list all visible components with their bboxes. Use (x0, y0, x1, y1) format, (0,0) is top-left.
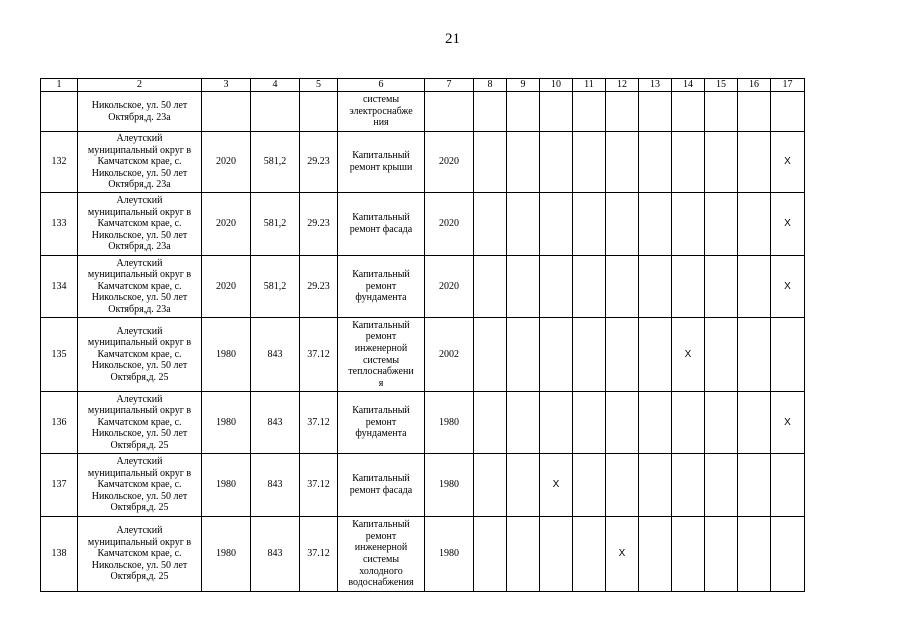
cell-area (251, 92, 300, 132)
page-number: 21 (445, 31, 460, 47)
cell-work: Капитальный ремонт крыши (338, 132, 425, 193)
cell-num: 134 (41, 256, 78, 318)
cell-work: Капитальный ремонт инженерной системы теплоснабжени я (338, 318, 425, 392)
cell-mark (474, 256, 507, 318)
cell-mark (771, 454, 805, 517)
cell-mark (639, 132, 672, 193)
column-header: 2 (78, 79, 202, 92)
cell-area: 843 (251, 517, 300, 592)
cell-mark (738, 454, 771, 517)
cell-work: Капитальный ремонт фасада (338, 454, 425, 517)
continuation-row (41, 92, 805, 132)
cell-mark (705, 132, 738, 193)
cell-mark-x: X (771, 132, 805, 193)
cell-mark (738, 132, 771, 193)
cell-mark (738, 193, 771, 256)
cell-area: 843 (251, 392, 300, 454)
cell-code: 37.12 (300, 454, 338, 517)
cell-mark (639, 517, 672, 592)
cell-mark (474, 193, 507, 256)
cell-mark (573, 92, 606, 132)
cell-code (300, 92, 338, 132)
cell-mark (573, 256, 606, 318)
column-header: 10 (540, 79, 573, 92)
column-header: 13 (639, 79, 672, 92)
column-header: 4 (251, 79, 300, 92)
column-header: 17 (771, 79, 805, 92)
cell-mark (507, 517, 540, 592)
cell-year: 2020 (202, 256, 251, 318)
cell-mark (474, 318, 507, 392)
cell-area: 843 (251, 318, 300, 392)
cell-num: 136 (41, 392, 78, 454)
cell-mark (705, 454, 738, 517)
column-header: 5 (300, 79, 338, 92)
cell-mark (573, 132, 606, 193)
column-header: 7 (425, 79, 474, 92)
cell-mark (474, 132, 507, 193)
cell-mark (540, 256, 573, 318)
cell-mark (507, 92, 540, 132)
cell-mark (705, 92, 738, 132)
cell-planned (425, 92, 474, 132)
cell-mark (507, 454, 540, 517)
cell-address: Алеутский муниципальный округ в Камчатском крае, с. Никольское, ул. 50 лет Октября,д. 25 (78, 517, 202, 592)
cell-num: 135 (41, 318, 78, 392)
cell-mark (672, 92, 705, 132)
cell-mark (738, 517, 771, 592)
cell-mark (705, 392, 738, 454)
cell-area: 581,2 (251, 193, 300, 256)
table-row (41, 132, 805, 193)
cell-code: 29.23 (300, 256, 338, 318)
column-header: 3 (202, 79, 251, 92)
column-header: 6 (338, 79, 425, 92)
cell-mark (606, 256, 639, 318)
cell-mark (507, 256, 540, 318)
cell-work: Капитальный ремонт фундамента (338, 256, 425, 318)
cell-year: 1980 (202, 392, 251, 454)
cell-work: Капитальный ремонт фасада (338, 193, 425, 256)
cell-num: 132 (41, 132, 78, 193)
cell-mark (672, 132, 705, 193)
cell-mark (672, 193, 705, 256)
table-row (41, 517, 805, 592)
cell-mark (507, 318, 540, 392)
cell-mark-x: X (771, 193, 805, 256)
table-row (41, 318, 805, 392)
cell-mark (540, 92, 573, 132)
cell-mark (507, 392, 540, 454)
cell-mark (540, 318, 573, 392)
cell-mark (474, 92, 507, 132)
column-number-row (41, 79, 805, 92)
cell-mark (672, 454, 705, 517)
cell-num: 138 (41, 517, 78, 592)
cell-mark (474, 454, 507, 517)
cell-address: Алеутский муниципальный округ в Камчатском крае, с. Никольское, ул. 50 лет Октября,д. 23а (78, 256, 202, 318)
column-header: 16 (738, 79, 771, 92)
cell-mark (540, 193, 573, 256)
column-header: 1 (41, 79, 78, 92)
cell-mark (606, 132, 639, 193)
cell-code: 29.23 (300, 132, 338, 193)
cell-mark (606, 392, 639, 454)
cell-mark (738, 318, 771, 392)
column-header: 8 (474, 79, 507, 92)
cell-code: 29.23 (300, 193, 338, 256)
cell-mark (705, 256, 738, 318)
cell-area: 581,2 (251, 132, 300, 193)
cell-mark-x: X (771, 392, 805, 454)
cell-address: Никольское, ул. 50 лет Октября,д. 23а (78, 92, 202, 132)
cell-code: 37.12 (300, 392, 338, 454)
cell-mark (507, 132, 540, 193)
cell-work: Капитальный ремонт фундамента (338, 392, 425, 454)
table-row (41, 256, 805, 318)
column-header: 9 (507, 79, 540, 92)
cell-mark (606, 92, 639, 132)
cell-mark (540, 517, 573, 592)
cell-mark (738, 392, 771, 454)
cell-mark (705, 318, 738, 392)
cell-mark (573, 193, 606, 256)
cell-mark (672, 392, 705, 454)
cell-mark (639, 256, 672, 318)
cell-num: 133 (41, 193, 78, 256)
cell-address: Алеутский муниципальный округ в Камчатском крае, с. Никольское, ул. 50 лет Октября,д. 25 (78, 392, 202, 454)
column-header: 12 (606, 79, 639, 92)
cell-mark (606, 193, 639, 256)
cell-mark (606, 454, 639, 517)
cell-planned: 1980 (425, 454, 474, 517)
cell-planned: 2020 (425, 193, 474, 256)
cell-area: 581,2 (251, 256, 300, 318)
cell-mark (771, 92, 805, 132)
cell-mark-x: X (606, 517, 639, 592)
cell-mark (705, 193, 738, 256)
cell-planned: 1980 (425, 392, 474, 454)
cell-mark (771, 318, 805, 392)
cell-mark (738, 92, 771, 132)
table-row (41, 454, 805, 517)
cell-planned: 2020 (425, 132, 474, 193)
cell-year: 2020 (202, 132, 251, 193)
cell-work: системы электроснабже ния (338, 92, 425, 132)
cell-mark (672, 517, 705, 592)
cell-planned: 2020 (425, 256, 474, 318)
cell-mark (738, 256, 771, 318)
cell-year: 2020 (202, 193, 251, 256)
cell-mark-x: X (672, 318, 705, 392)
cell-mark (639, 92, 672, 132)
cell-mark (573, 454, 606, 517)
cell-planned: 2002 (425, 318, 474, 392)
cell-area: 843 (251, 454, 300, 517)
cell-year (202, 92, 251, 132)
cell-address: Алеутский муниципальный округ в Камчатском крае, с. Никольское, ул. 50 лет Октября,д. 23а (78, 132, 202, 193)
cell-mark (474, 517, 507, 592)
cell-mark (573, 318, 606, 392)
cell-mark (573, 392, 606, 454)
cell-mark (705, 517, 738, 592)
cell-address: Алеутский муниципальный округ в Камчатском крае, с. Никольское, ул. 50 лет Октября,д. 23а (78, 193, 202, 256)
cell-mark (771, 517, 805, 592)
table-row (41, 193, 805, 256)
cell-mark-x: X (771, 256, 805, 318)
cell-mark (639, 454, 672, 517)
cell-mark (672, 256, 705, 318)
cell-mark (606, 318, 639, 392)
cell-mark (639, 193, 672, 256)
column-header: 14 (672, 79, 705, 92)
cell-mark (507, 193, 540, 256)
column-header: 11 (573, 79, 606, 92)
cell-code: 37.12 (300, 318, 338, 392)
cell-mark (540, 392, 573, 454)
cell-mark (639, 392, 672, 454)
cell-num: 137 (41, 454, 78, 517)
cell-address: Алеутский муниципальный округ в Камчатском крае, с. Никольское, ул. 50 лет Октября,д. 25 (78, 318, 202, 392)
cell-planned: 1980 (425, 517, 474, 592)
cell-year: 1980 (202, 517, 251, 592)
cell-code: 37.12 (300, 517, 338, 592)
column-header: 15 (705, 79, 738, 92)
cell-mark (540, 132, 573, 193)
cell-year: 1980 (202, 454, 251, 517)
cell-mark-x: X (540, 454, 573, 517)
cell-mark (639, 318, 672, 392)
cell-mark (474, 392, 507, 454)
table-row (41, 392, 805, 454)
repair-schedule-table (40, 78, 805, 592)
cell-work: Капитальный ремонт инженерной системы холодного водоснабжения (338, 517, 425, 592)
cell-mark (573, 517, 606, 592)
cell-num (41, 92, 78, 132)
cell-year: 1980 (202, 318, 251, 392)
cell-address: Алеутский муниципальный округ в Камчатском крае, с. Никольское, ул. 50 лет Октября,д. 25 (78, 454, 202, 517)
